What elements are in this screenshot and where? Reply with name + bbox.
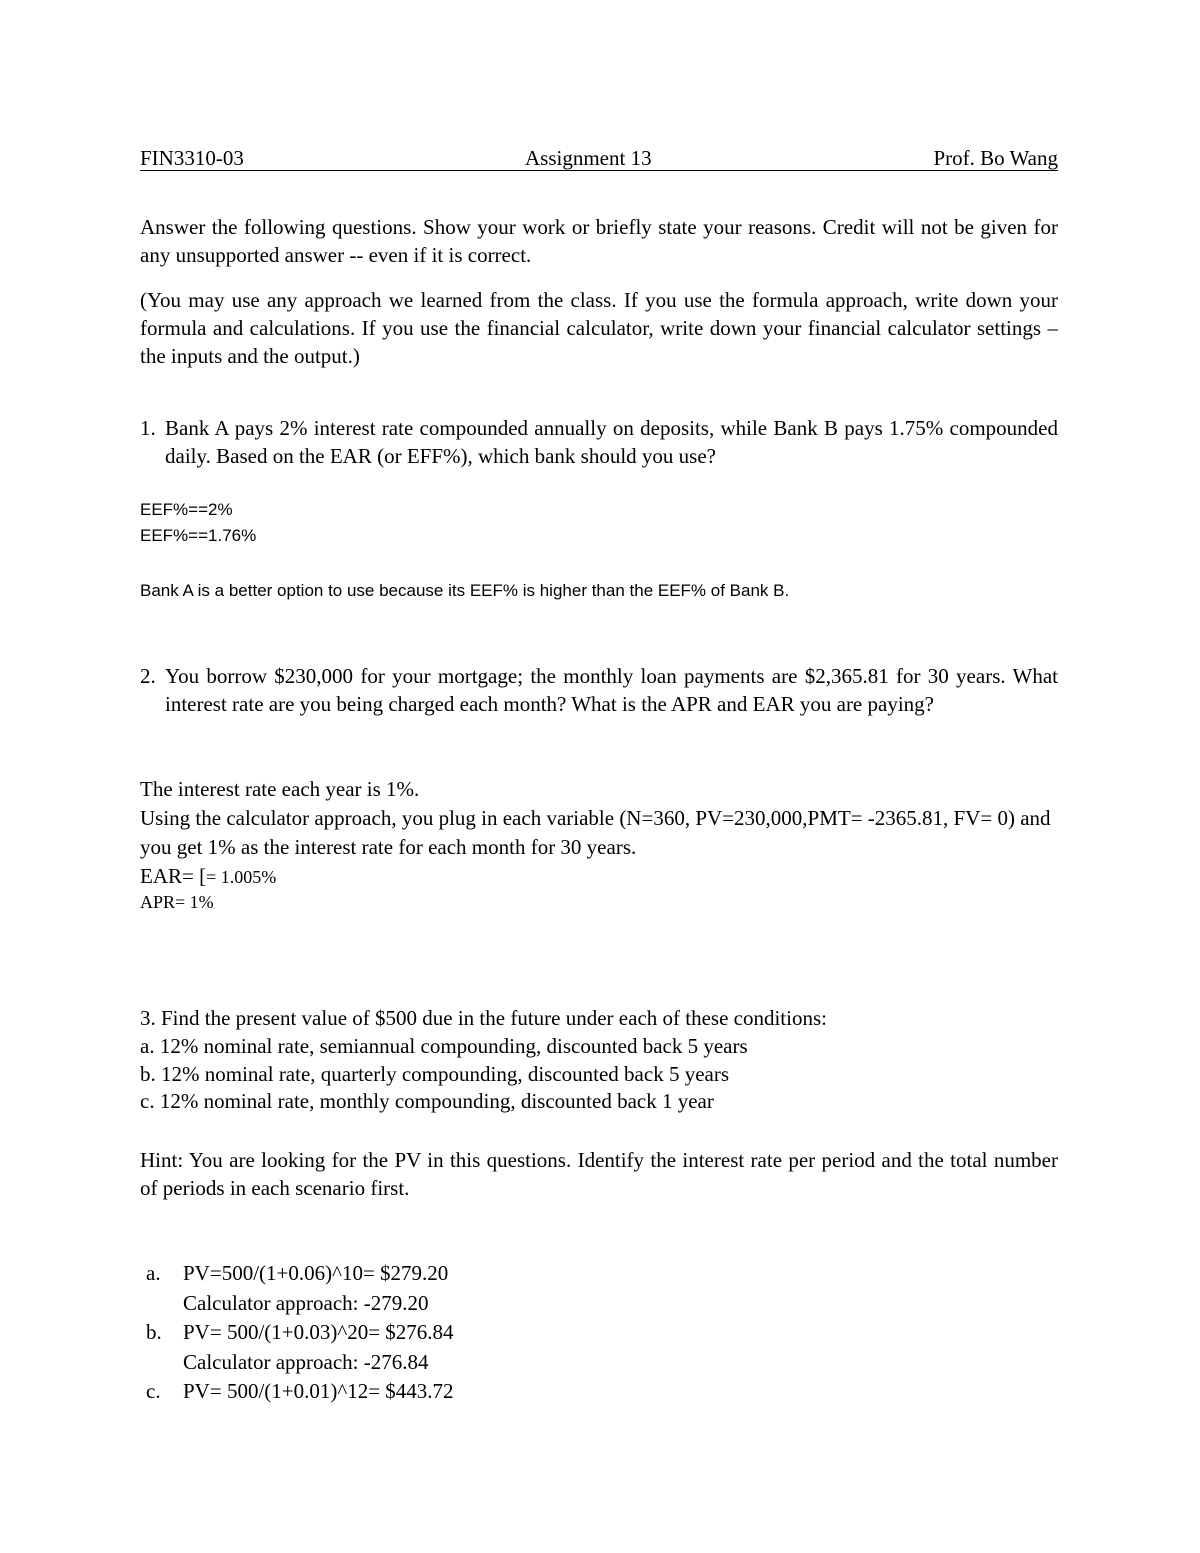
instructions-paragraph-2: (You may use any approach we learned from the class. If you use the formula approach, write down your formula and calculations. If you use the financial calculator, write down your financial calculator settings – the inputs and the output.) [140, 288, 1058, 368]
question-1-number: 1. [140, 416, 156, 440]
q3-answer-c-formula: PV= 500/(1+0.01)^12= $443.72 [183, 1379, 454, 1403]
q1-answer-line-1: EEF%==2% [140, 500, 233, 519]
list-item [140, 1348, 1058, 1378]
header-underline [140, 170, 1058, 171]
q3-answer-b-formula: PV= 500/(1+0.03)^20= $276.84 [183, 1320, 454, 1344]
q2-ear-value: = 1.005% [206, 867, 277, 887]
question-2-text: You borrow $230,000 for your mortgage; the monthly loan payments are $2,365.81 for 30 years. What interest rate are you being charged each month? What is the APR and EAR you are paying? [165, 664, 1058, 716]
question-3-option-c: c. 12% nominal rate, monthly compounding, discounted back 1 year [140, 1089, 714, 1113]
assignment-title: Assignment 13 [525, 146, 652, 170]
question-3-text: 3. Find the present value of $500 due in the future under each of these conditions: [140, 1006, 827, 1030]
question-1 [140, 414, 1058, 470]
q2-ear-prefix: EAR= [ [140, 864, 207, 888]
instructions-paragraph-1: Answer the following questions. Show your work or briefly state your reasons. Credit will not be given for any unsupported answer -- even if it is correct. [140, 215, 1058, 267]
q2-answer-line-1: The interest rate each year is 1%. [140, 777, 420, 801]
q1-answer-line-2: EEF%==1.76% [140, 526, 257, 545]
list-item [140, 1318, 1058, 1348]
course-code: FIN3310-03 [140, 146, 244, 170]
q1-conclusion: Bank A is a better option to use because its EEF% is higher than the EEF% of Bank B. [140, 581, 790, 600]
question-2-number: 2. [140, 664, 156, 688]
question-2 [140, 662, 1058, 718]
q3-answer-b-label: b. [146, 1320, 162, 1344]
document-page [140, 0, 1058, 1553]
question-3-option-b: b. 12% nominal rate, quarterly compounding, discounted back 5 years [140, 1062, 730, 1086]
q3-answer-list [140, 1259, 1058, 1407]
list-item [140, 1289, 1058, 1319]
q2-apr: APR= 1% [140, 892, 214, 912]
q2-answer-line-2: Using the calculator approach, you plug in each variable (N=360, PV=230,000,PMT= -2365.81, FV= 0) and you get 1% as the interest rate for each month for 30 years. [140, 806, 1051, 859]
list-item [140, 1259, 1058, 1289]
q3-answer-a-formula: PV=500/(1+0.06)^10= $279.20 [183, 1261, 449, 1285]
professor-name: Prof. Bo Wang [933, 146, 1058, 170]
question-3-hint: Hint: You are looking for the PV in this questions. Identify the interest rate per period and the total number of periods in each scenario first. [140, 1148, 1058, 1200]
q3-answer-a-calc: Calculator approach: -279.20 [183, 1290, 429, 1315]
q3-answer-c-label: c. [146, 1379, 161, 1403]
q3-answer-b-calc: Calculator approach: -276.84 [183, 1349, 429, 1374]
q3-answer-a-label: a. [146, 1261, 161, 1285]
question-1-text: Bank A pays 2% interest rate compounded annually on deposits, while Bank B pays 1.75% compounded daily. Based on the EAR (or EFF%), which bank should you use? [165, 416, 1058, 468]
list-item [140, 1377, 1058, 1407]
q2-ear [140, 862, 1058, 892]
question-3-option-a: a. 12% nominal rate, semiannual compounding, discounted back 5 years [140, 1034, 748, 1058]
